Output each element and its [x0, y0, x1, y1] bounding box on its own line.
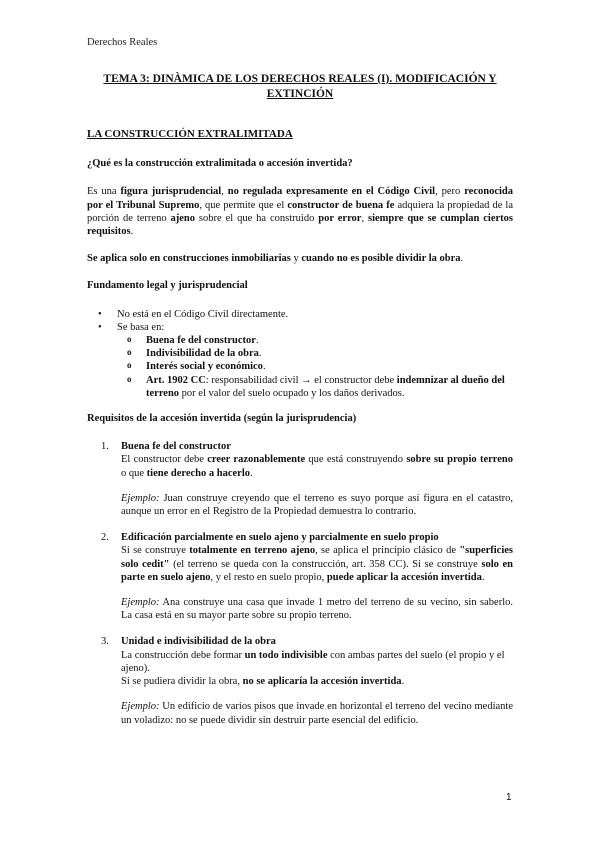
item-example [121, 700, 513, 726]
section-title: LA CONSTRUCCIÓN EXTRALIMITADA [87, 128, 293, 140]
example-text: Juan construye creyendo que el terreno es suyo porque así figura en el catastro, aunque un error en el Registro de la Propiedad demuestra lo contrario. [121, 492, 513, 518]
intro-paragraph [87, 185, 513, 238]
sub-list-item [117, 374, 513, 400]
item-example [121, 596, 513, 622]
bold-run: solo en parte en suelo ajeno [121, 558, 513, 583]
bold-run: puede aplicar la accesión invertida [326, 571, 482, 583]
requisito-item [87, 440, 513, 518]
bold-run: "superficies solo cedit" [121, 545, 513, 570]
requisito-item [87, 531, 513, 622]
list-item [87, 321, 513, 400]
bold-run: por error [318, 212, 362, 224]
example-label: Ejemplo: [121, 701, 160, 713]
fundamento-heading: Fundamento legal y jurisprudencial [87, 280, 248, 292]
document-title: TEMA 3: DINÀMICA DE LOS DERECHOS REALES (I). MODIFICACIÓN Y EXTINCIÓN [103, 73, 497, 100]
example-label: Ejemplo: [121, 492, 160, 504]
bold-run: Interés social y económico [146, 361, 263, 373]
list-item-text: Se basa en: [117, 321, 165, 333]
item-body [121, 675, 513, 688]
bold-run: tiene derecho a hacerlo [146, 467, 250, 479]
item-body [121, 453, 513, 479]
text-run: : responsabilidad civil → el constructor debe [205, 374, 397, 386]
bold-run: un todo indivisible [244, 649, 328, 661]
text-run: sobre el que ha construido [195, 212, 319, 224]
text-run: (el terreno se queda con la construcción, art. 358 CC). Si se construye [169, 558, 482, 570]
item-number: 2. [101, 532, 109, 544]
bold-run: figura jurisprudencial [120, 186, 222, 198]
sub-list [117, 334, 513, 400]
bold-run: indemnizar al dueño del terreno [146, 374, 505, 399]
example-text: Un edificio de varios pisos que invade en horizontal el terreno del vecino mediante un voladizo: no se puede dividir sin destruir parte esencial del edificio. [121, 701, 513, 726]
requisitos-heading: Requisitos de la accesión invertida (según la jurisprudencia) [87, 413, 357, 425]
fundamento-list [87, 308, 513, 400]
bold-run: constructor de buena fe [287, 199, 395, 211]
text-run: y [290, 253, 302, 265]
bold-run: Buena fe del constructor [146, 335, 256, 347]
list-item-text: No está en el Código Civil directamente. [117, 308, 289, 320]
page-number: 1 [506, 792, 512, 803]
bold-run: ajeno [170, 212, 195, 224]
bold-run: totalmente en terreno ajeno [189, 545, 316, 557]
bold-run: siempre que se cumplan ciertos requisitos [87, 212, 514, 238]
running-header: Derechos Reales [87, 37, 158, 48]
sub-list-item: o Buena fe del constructor. [117, 334, 513, 347]
bold-run: no regulada expresamente en el Código Civil [227, 186, 436, 198]
text-run: , [221, 186, 228, 198]
bold-run: creer razonablemente [207, 454, 306, 466]
bold-run: cuando no es posible dividir la obra [301, 253, 461, 265]
text-run: . [130, 226, 134, 238]
scope-paragraph [87, 252, 513, 265]
item-title: Edificación parcialmente en suelo ajeno y parcialmente en suelo propio [121, 532, 439, 544]
text-run: Es una [87, 186, 121, 198]
sub-list-item: o Indivisibilidad de la obra. [117, 347, 513, 360]
text-run: o que [121, 467, 147, 479]
item-title: Buena fe del constructor [121, 441, 231, 453]
bold-run: reconocida por el Tribunal Supremo [87, 186, 513, 211]
bold-run: Art. 1902 CC [146, 374, 206, 386]
text-run: que está construyendo [305, 454, 407, 466]
item-title: Unidad e indivisibilidad de la obra [121, 636, 276, 648]
item-body [121, 544, 513, 584]
item-body [121, 649, 513, 675]
question-heading: ¿Qué es la construcción extralimitada o accesión invertida? [87, 158, 353, 170]
text-run: Si se pudiera dividir la obra, [121, 676, 243, 688]
example-label: Ejemplo: [121, 597, 160, 609]
text-run: , y el resto en suelo propio, [210, 571, 327, 583]
item-example [121, 492, 513, 518]
text-run: Si se construye [121, 545, 190, 557]
requisito-item [87, 635, 513, 726]
bold-run: no se aplicaría la accesión invertida [242, 676, 402, 688]
sub-list-item: o Interés social y económico. [117, 360, 513, 373]
text-run: El constructor debe [121, 454, 208, 466]
requisitos-list [87, 440, 513, 726]
text-run: , [361, 212, 369, 224]
text-run: por el valor del suelo ocupado y los daños derivados. [179, 387, 405, 399]
text-run: con ambas partes del suelo (el propio y el ajeno). [121, 649, 505, 674]
bold-run: sobre su propio terreno [406, 454, 513, 466]
text-run: . [481, 571, 485, 583]
bold-run: Indivisibilidad de la obra [146, 348, 259, 360]
list-item [87, 308, 513, 321]
example-text: Ana construye una casa que invade 1 metro del terreno de su vecino, sin saberlo. La casa está en su mayor parte sobre su propio terreno. [121, 597, 513, 622]
text-run: . [460, 253, 464, 265]
document-body [87, 128, 513, 740]
text-run: , que permite que el [199, 199, 288, 211]
item-number: 1. [101, 441, 109, 453]
text-run: , se aplica el principio clásico de [315, 545, 460, 557]
item-number: 3. [101, 636, 109, 648]
text-run: La construcción debe formar [121, 649, 245, 661]
text-run: . [401, 676, 405, 688]
text-run: adquiera la propiedad de la porción de terreno [87, 199, 514, 224]
bold-run: Se aplica solo en construcciones inmobiliarias [87, 253, 291, 265]
text-run: , pero [435, 186, 465, 198]
text-run: . [250, 467, 253, 479]
